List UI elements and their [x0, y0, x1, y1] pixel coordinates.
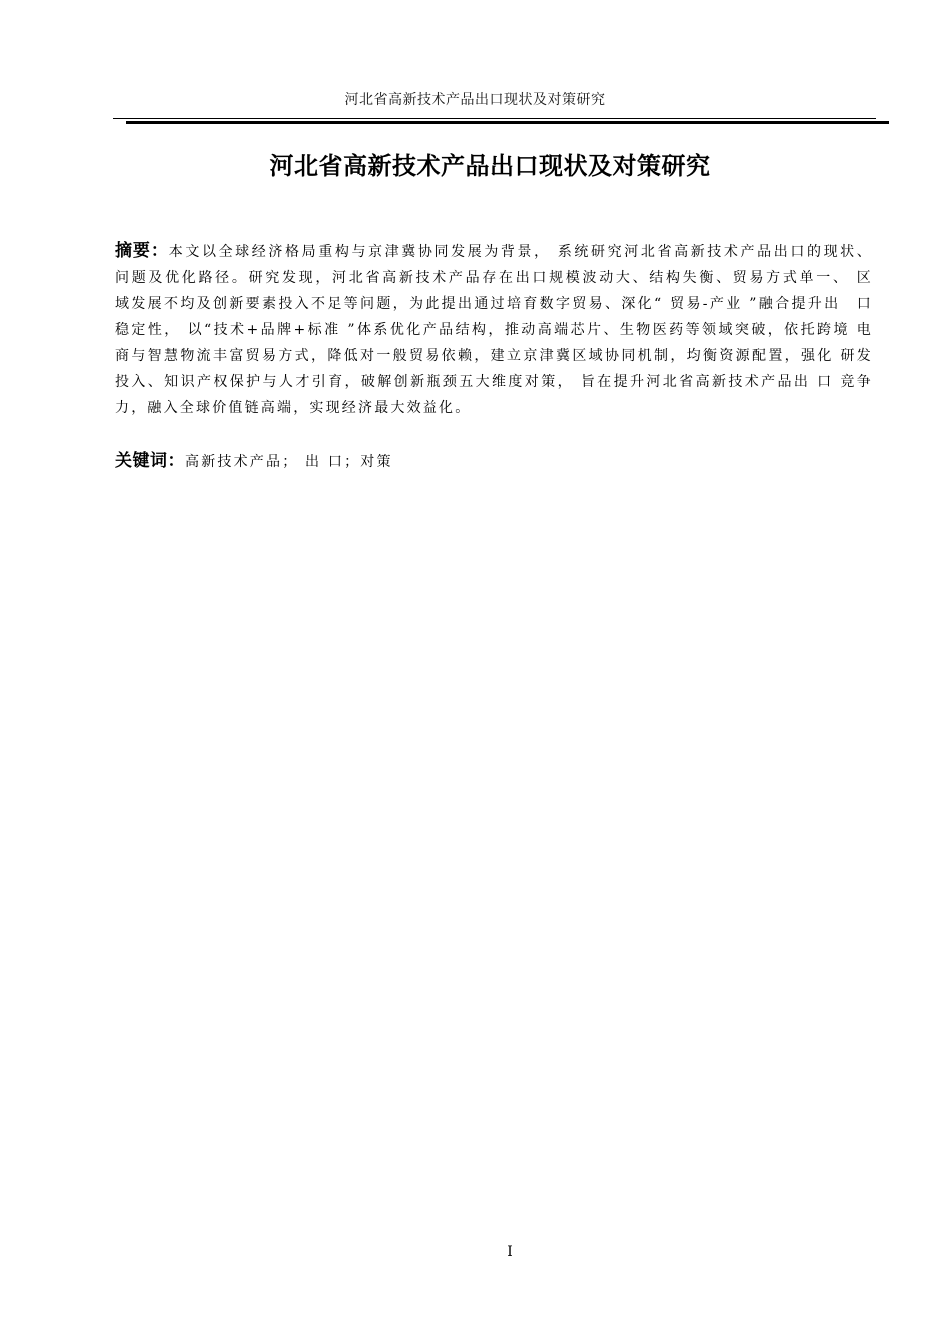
page-number: I [507, 1244, 513, 1260]
running-header: 河北省高新技术产品出口现状及对策研究 [344, 92, 606, 108]
header-rule-thin [113, 118, 876, 119]
keywords-line [115, 448, 873, 475]
keywords-label: 关键词： [115, 451, 185, 471]
document-title: 河北省高新技术产品出口现状及对策研究 [269, 152, 711, 180]
abstract-paragraph [115, 238, 873, 421]
keywords-text: 高新技术产品； 出 口；对策 [185, 454, 393, 470]
header-rule-thick [126, 121, 889, 124]
abstract-text: 本文以全球经济格局重构与京津冀协同发展为背景， 系统研究河北省高新技术产品出口的现状、 问题及优化路径。研究发现，河北省高新技术产品存在出口规模波动大、结构失衡、贸易方式单一、 区 域发展不均及创新要素投入不足等问题，为此提出通过培育数字贸易、深化“ 贸易-产业 ”融合提升出 口稳定性， 以“技术+品牌+标准 ”体系优化产品结构，推动高端芯片、生物医药等领域突破，依托跨境 电商与智慧物流丰富贸易方式，降低对一般贸易依赖，建立京津冀区域协同机制，均衡资源配置，强化 研发投入、知识产权保护与人才引育，破解创新瓶颈五大维度对策， 旨在提升河北省高新技术产品出 口 竞争力，融入全球价值链高端，实现经济最大效益化。 [115, 244, 873, 416]
abstract-label: 摘要： [115, 241, 169, 261]
